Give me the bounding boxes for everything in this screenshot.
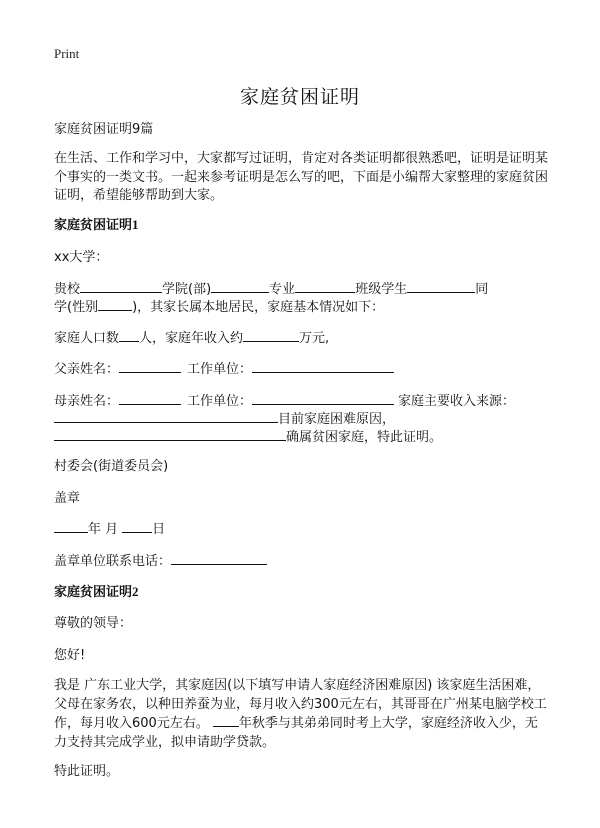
blank-day[interactable]: [122, 520, 152, 533]
blank-mother-work[interactable]: [252, 392, 394, 405]
date-line: [54, 520, 550, 539]
school-line: [54, 280, 550, 299]
phone-line: [54, 552, 550, 571]
greeting: 您好!: [54, 648, 86, 663]
difficulty-label: 目前家庭困难原因，: [278, 412, 396, 427]
blank-department[interactable]: [211, 280, 269, 293]
blank-major[interactable]: [295, 280, 355, 293]
confirm-label: 确属贫困家庭，特此证明。: [286, 430, 443, 445]
mother-name-label: 母亲姓名：: [54, 394, 120, 409]
school-label-b: 学院(部): [162, 282, 212, 297]
section1-heading: 家庭贫困证明1: [54, 217, 139, 232]
blank-mother-name[interactable]: [119, 392, 181, 405]
blank-year[interactable]: [54, 520, 88, 533]
school-label-c: 专业: [269, 282, 296, 297]
blank-income-source[interactable]: [54, 410, 278, 423]
school-label-e: 同: [475, 282, 489, 297]
father-name-label: 父亲姓名：: [54, 362, 120, 377]
subtitle: 家庭贫困证明9篇: [54, 122, 154, 137]
mother-line: [54, 392, 550, 411]
blank-phone[interactable]: [171, 552, 267, 565]
section2-body: [54, 677, 550, 752]
committee-label: 村委会(街道委员会): [54, 459, 169, 474]
family-size-label-a: 家庭人口数: [54, 331, 120, 346]
section2-body-part1: 我是 广东工业大学，其家庭因(以下填写申请人家庭经济困难原因) 该家庭生活困难，父母在家务农，以种田养蚕为业，每月收入约300元左右，其哥哥在广州某电脑学校工作，每月收入600元左右。: [54, 678, 547, 731]
closing: 特此证明。: [54, 764, 120, 779]
seal-label: 盖章: [54, 491, 81, 506]
income-source-label: 家庭主要收入来源：: [398, 394, 516, 409]
difficulty-line: [54, 410, 550, 429]
mother-work-label: 工作单位：: [187, 394, 253, 409]
print-label: Print: [54, 46, 80, 61]
blank-income[interactable]: [243, 329, 299, 342]
gender-label-b: )，其家长属本地居民，家庭基本情况如下：: [132, 300, 385, 315]
family-size-label-b: 人，家庭年收入约: [139, 331, 244, 346]
date-day-label: 日: [152, 522, 166, 537]
blank-school[interactable]: [80, 280, 162, 293]
blank-father-work[interactable]: [252, 360, 394, 373]
blank-year-admitted[interactable]: [213, 714, 239, 727]
school-label-a: 贵校: [54, 282, 81, 297]
school-label-d: 班级学生: [355, 282, 408, 297]
family-size-label-c: 万元,: [299, 331, 330, 346]
salutation: 尊敬的领导：: [54, 616, 133, 631]
section2-heading: 家庭贫困证明2: [54, 584, 139, 599]
family-size-line: [54, 329, 550, 348]
blank-gender[interactable]: [98, 298, 132, 311]
blank-father-name[interactable]: [119, 360, 181, 373]
date-year-month-label: 年 月: [88, 522, 119, 537]
blank-difficulty-reason[interactable]: [54, 428, 286, 441]
intro-paragraph: 在生活、工作和学习中，大家都写过证明，肯定对各类证明都很熟悉吧，证明是证明某个事实的一类文书。一起来参考证明是怎么写的吧，下面是小编帮大家整理的家庭贫困证明，希望能够帮助到大家。: [54, 151, 549, 203]
confirm-line: [54, 428, 550, 447]
blank-class[interactable]: [407, 280, 475, 293]
page-title: 家庭贫困证明: [239, 86, 360, 108]
phone-label: 盖章单位联系电话：: [54, 554, 172, 569]
father-line: [54, 360, 550, 379]
gender-line: [54, 298, 550, 317]
blank-family-size[interactable]: [119, 329, 139, 342]
gender-label-a: 学(性别: [54, 300, 99, 315]
father-work-label: 工作单位：: [187, 362, 253, 377]
section2-body-part2: 年秋季与其弟弟同时考上大学，家庭经济收入少，无力支持其完成学业，拟申请助学贷款。: [54, 716, 538, 750]
addressee: xx大学：: [54, 250, 109, 265]
